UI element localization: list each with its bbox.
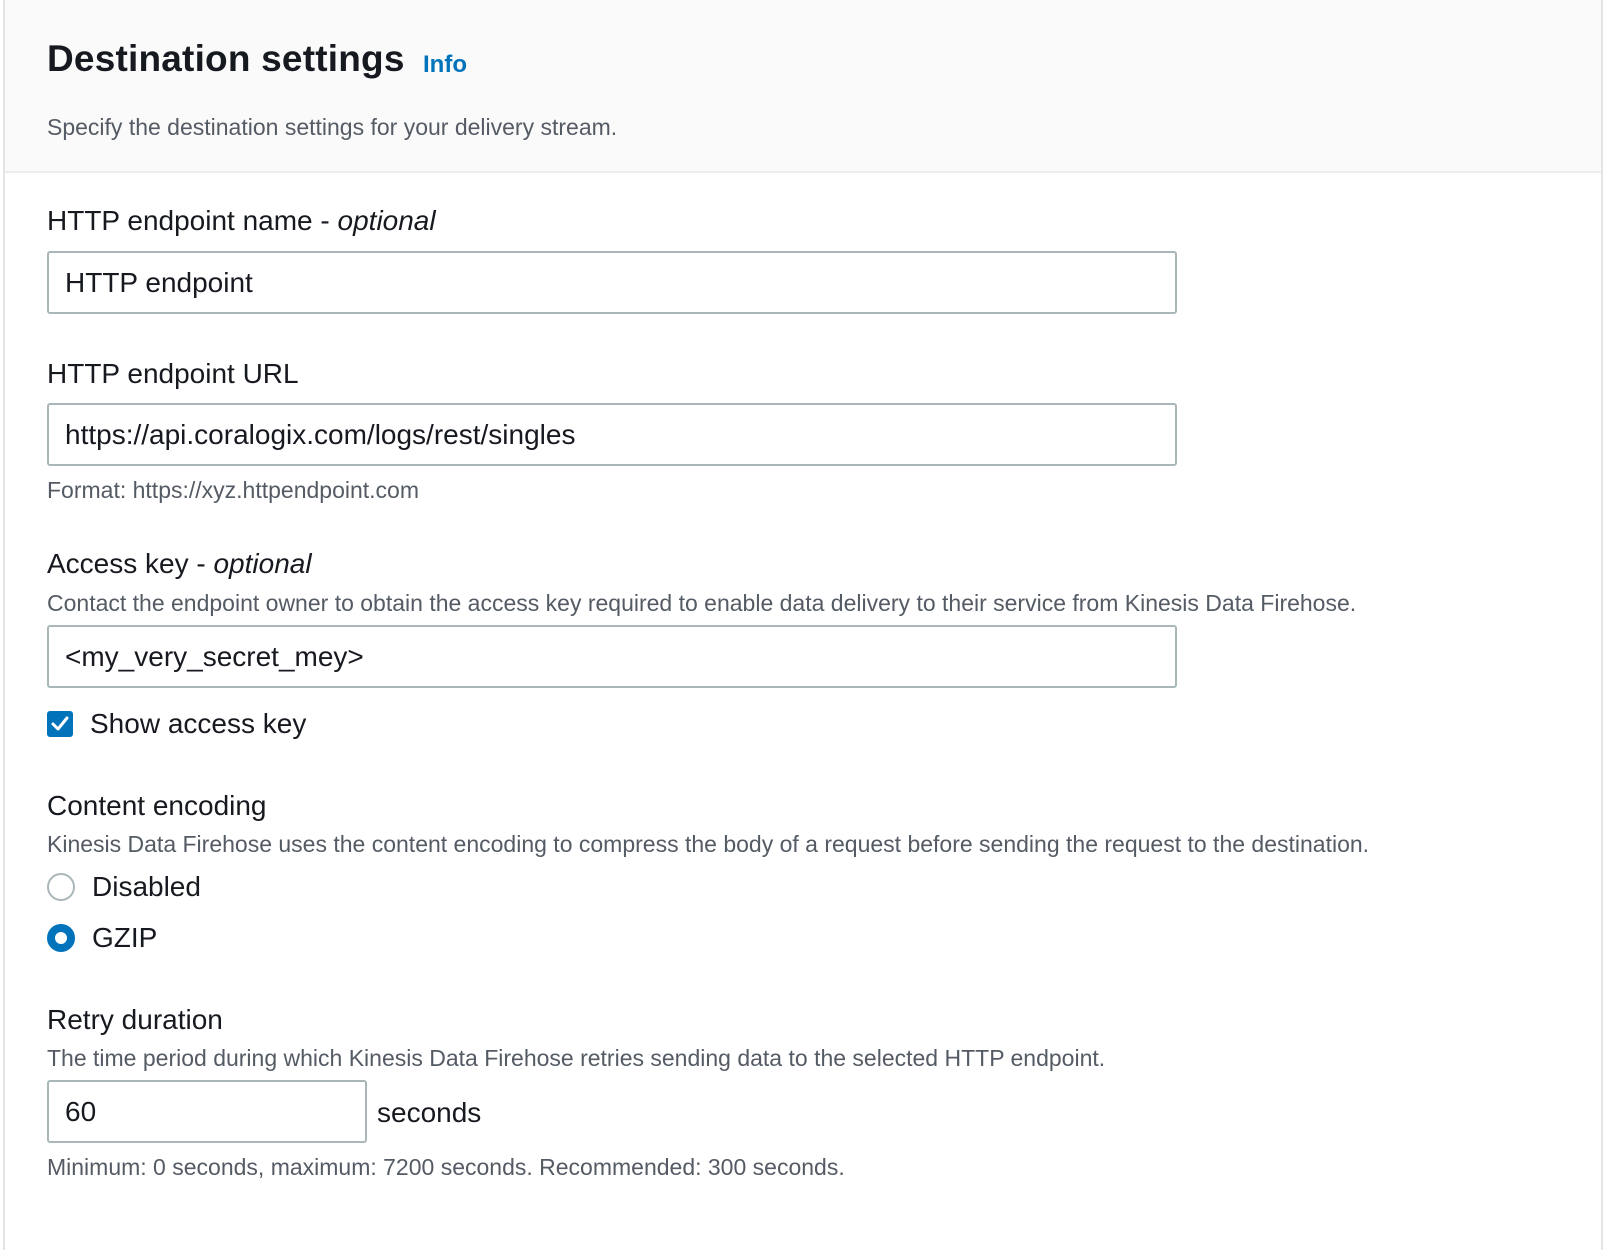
endpoint-name-label-text: HTTP endpoint name -	[47, 205, 338, 236]
content-encoding-label: Content encoding	[47, 790, 267, 821]
endpoint-name-input[interactable]	[47, 251, 1177, 314]
destination-settings-panel	[3, 0, 1603, 1250]
access-key-label-text: Access key -	[47, 548, 214, 579]
radio-gzip[interactable]	[47, 924, 75, 952]
endpoint-name-optional: optional	[337, 205, 436, 236]
access-key-description: Contact the endpoint owner to obtain the access key required to enable data delivery to their service from Kinesis Data Firehose.	[47, 590, 1357, 616]
retry-duration-description: The time period during which Kinesis Data Firehose retries sending data to the selected HTTP endpoint.	[47, 1045, 1106, 1071]
info-link[interactable]: Info	[423, 51, 467, 78]
show-access-key-checkbox-row[interactable]	[47, 704, 306, 744]
show-access-key-checkbox[interactable]	[47, 711, 73, 737]
endpoint-url-label: HTTP endpoint URL	[47, 358, 299, 389]
radio-option-gzip[interactable]	[47, 918, 157, 958]
radio-gzip-label: GZIP	[92, 922, 158, 953]
retry-duration-input[interactable]	[47, 1080, 367, 1143]
retry-duration-label: Retry duration	[47, 1004, 223, 1035]
radio-disabled-label: Disabled	[92, 871, 201, 902]
panel-description: Specify the destination settings for your delivery stream.	[47, 114, 618, 140]
access-key-input[interactable]	[47, 625, 1177, 688]
retry-duration-unit: seconds	[377, 1097, 482, 1128]
endpoint-url-input[interactable]	[47, 403, 1177, 466]
retry-duration-hint: Minimum: 0 seconds, maximum: 7200 seconds. Recommended: 300 seconds.	[47, 1154, 845, 1180]
panel-header	[5, 0, 1601, 173]
radio-disabled[interactable]	[47, 873, 75, 901]
checkmark-icon	[50, 714, 70, 734]
endpoint-name-label	[47, 205, 436, 237]
endpoint-url-hint: Format: https://xyz.httpendpoint.com	[47, 477, 419, 503]
show-access-key-label: Show access key	[90, 708, 307, 739]
access-key-label	[47, 548, 312, 580]
access-key-optional: optional	[213, 548, 312, 579]
page-title: Destination settings	[47, 38, 405, 79]
content-encoding-description: Kinesis Data Firehose uses the content encoding to compress the body of a request before sending the request to the destination.	[47, 831, 1370, 857]
radio-option-disabled[interactable]	[47, 867, 201, 907]
